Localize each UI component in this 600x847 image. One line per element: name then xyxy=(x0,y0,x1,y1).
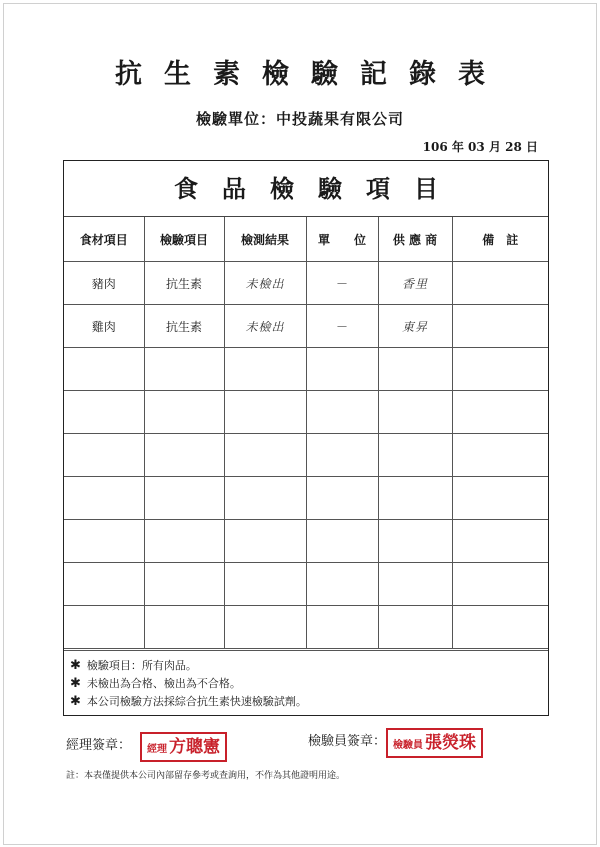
note-item: ✱ 本公司檢驗方法採綜合抗生素快速檢驗試劑。 xyxy=(70,694,307,709)
empty-row xyxy=(64,606,548,649)
empty-row xyxy=(64,348,548,391)
col-unit: 單 位 xyxy=(306,217,378,262)
empty-row xyxy=(64,477,548,520)
asterisk-icon: ✱ xyxy=(70,658,81,673)
cell-food-item: 豬肉 xyxy=(64,262,144,305)
cell-unit: － xyxy=(306,262,378,305)
inspector-signature-label: 檢驗員簽章： xyxy=(308,734,387,749)
cell-food-item: 雞肉 xyxy=(64,305,144,348)
notes-section xyxy=(64,650,548,709)
note-item: ✱ 未檢出為合格、檢出為不合格。 xyxy=(70,676,241,691)
col-supplier: 供 應 商 xyxy=(378,217,452,262)
record-date: 106 年 03 月 28 日 xyxy=(422,140,538,154)
cell-supplier: 香里 xyxy=(378,262,452,305)
cell-test-item: 抗生素 xyxy=(144,262,224,305)
table-header-row xyxy=(64,217,548,262)
col-food-item: 食材項目 xyxy=(64,217,144,262)
document-title: 抗生素檢驗記錄表 xyxy=(115,59,507,90)
footnote: 註：本表僅提供本公司內部留存參考或查詢用，不作為其他證明用途。 xyxy=(66,771,346,781)
cell-supplier: 東昇 xyxy=(378,305,452,348)
inspector-stamp: 檢驗員 張熒珠 xyxy=(386,728,483,758)
cell-unit: － xyxy=(306,305,378,348)
empty-row xyxy=(64,563,548,606)
asterisk-icon: ✱ xyxy=(70,694,81,709)
note-item: ✱ 檢驗項目：所有肉品。 xyxy=(70,658,197,673)
cell-result: 未檢出 xyxy=(224,262,306,305)
cell-remarks xyxy=(452,262,548,305)
inspection-unit: 檢驗單位：中投蔬果有限公司 xyxy=(195,110,404,128)
table-row xyxy=(64,305,548,348)
asterisk-icon: ✱ xyxy=(70,676,81,691)
manager-signature-label: 經理簽章： xyxy=(66,738,132,753)
col-test-item: 檢驗項目 xyxy=(144,217,224,262)
col-remarks: 備 註 xyxy=(452,217,548,262)
cell-test-item: 抗生素 xyxy=(144,305,224,348)
inspection-form xyxy=(63,160,549,716)
cell-remarks xyxy=(452,305,548,348)
empty-row xyxy=(64,434,548,477)
section-title: 食品檢驗項目 xyxy=(64,161,548,217)
cell-result: 未檢出 xyxy=(224,305,306,348)
table-row xyxy=(64,262,548,305)
empty-row xyxy=(64,520,548,563)
col-result: 檢測結果 xyxy=(224,217,306,262)
manager-stamp: 經理 方聰憲 xyxy=(140,732,227,762)
inspection-table xyxy=(64,217,548,649)
empty-row xyxy=(64,391,548,434)
